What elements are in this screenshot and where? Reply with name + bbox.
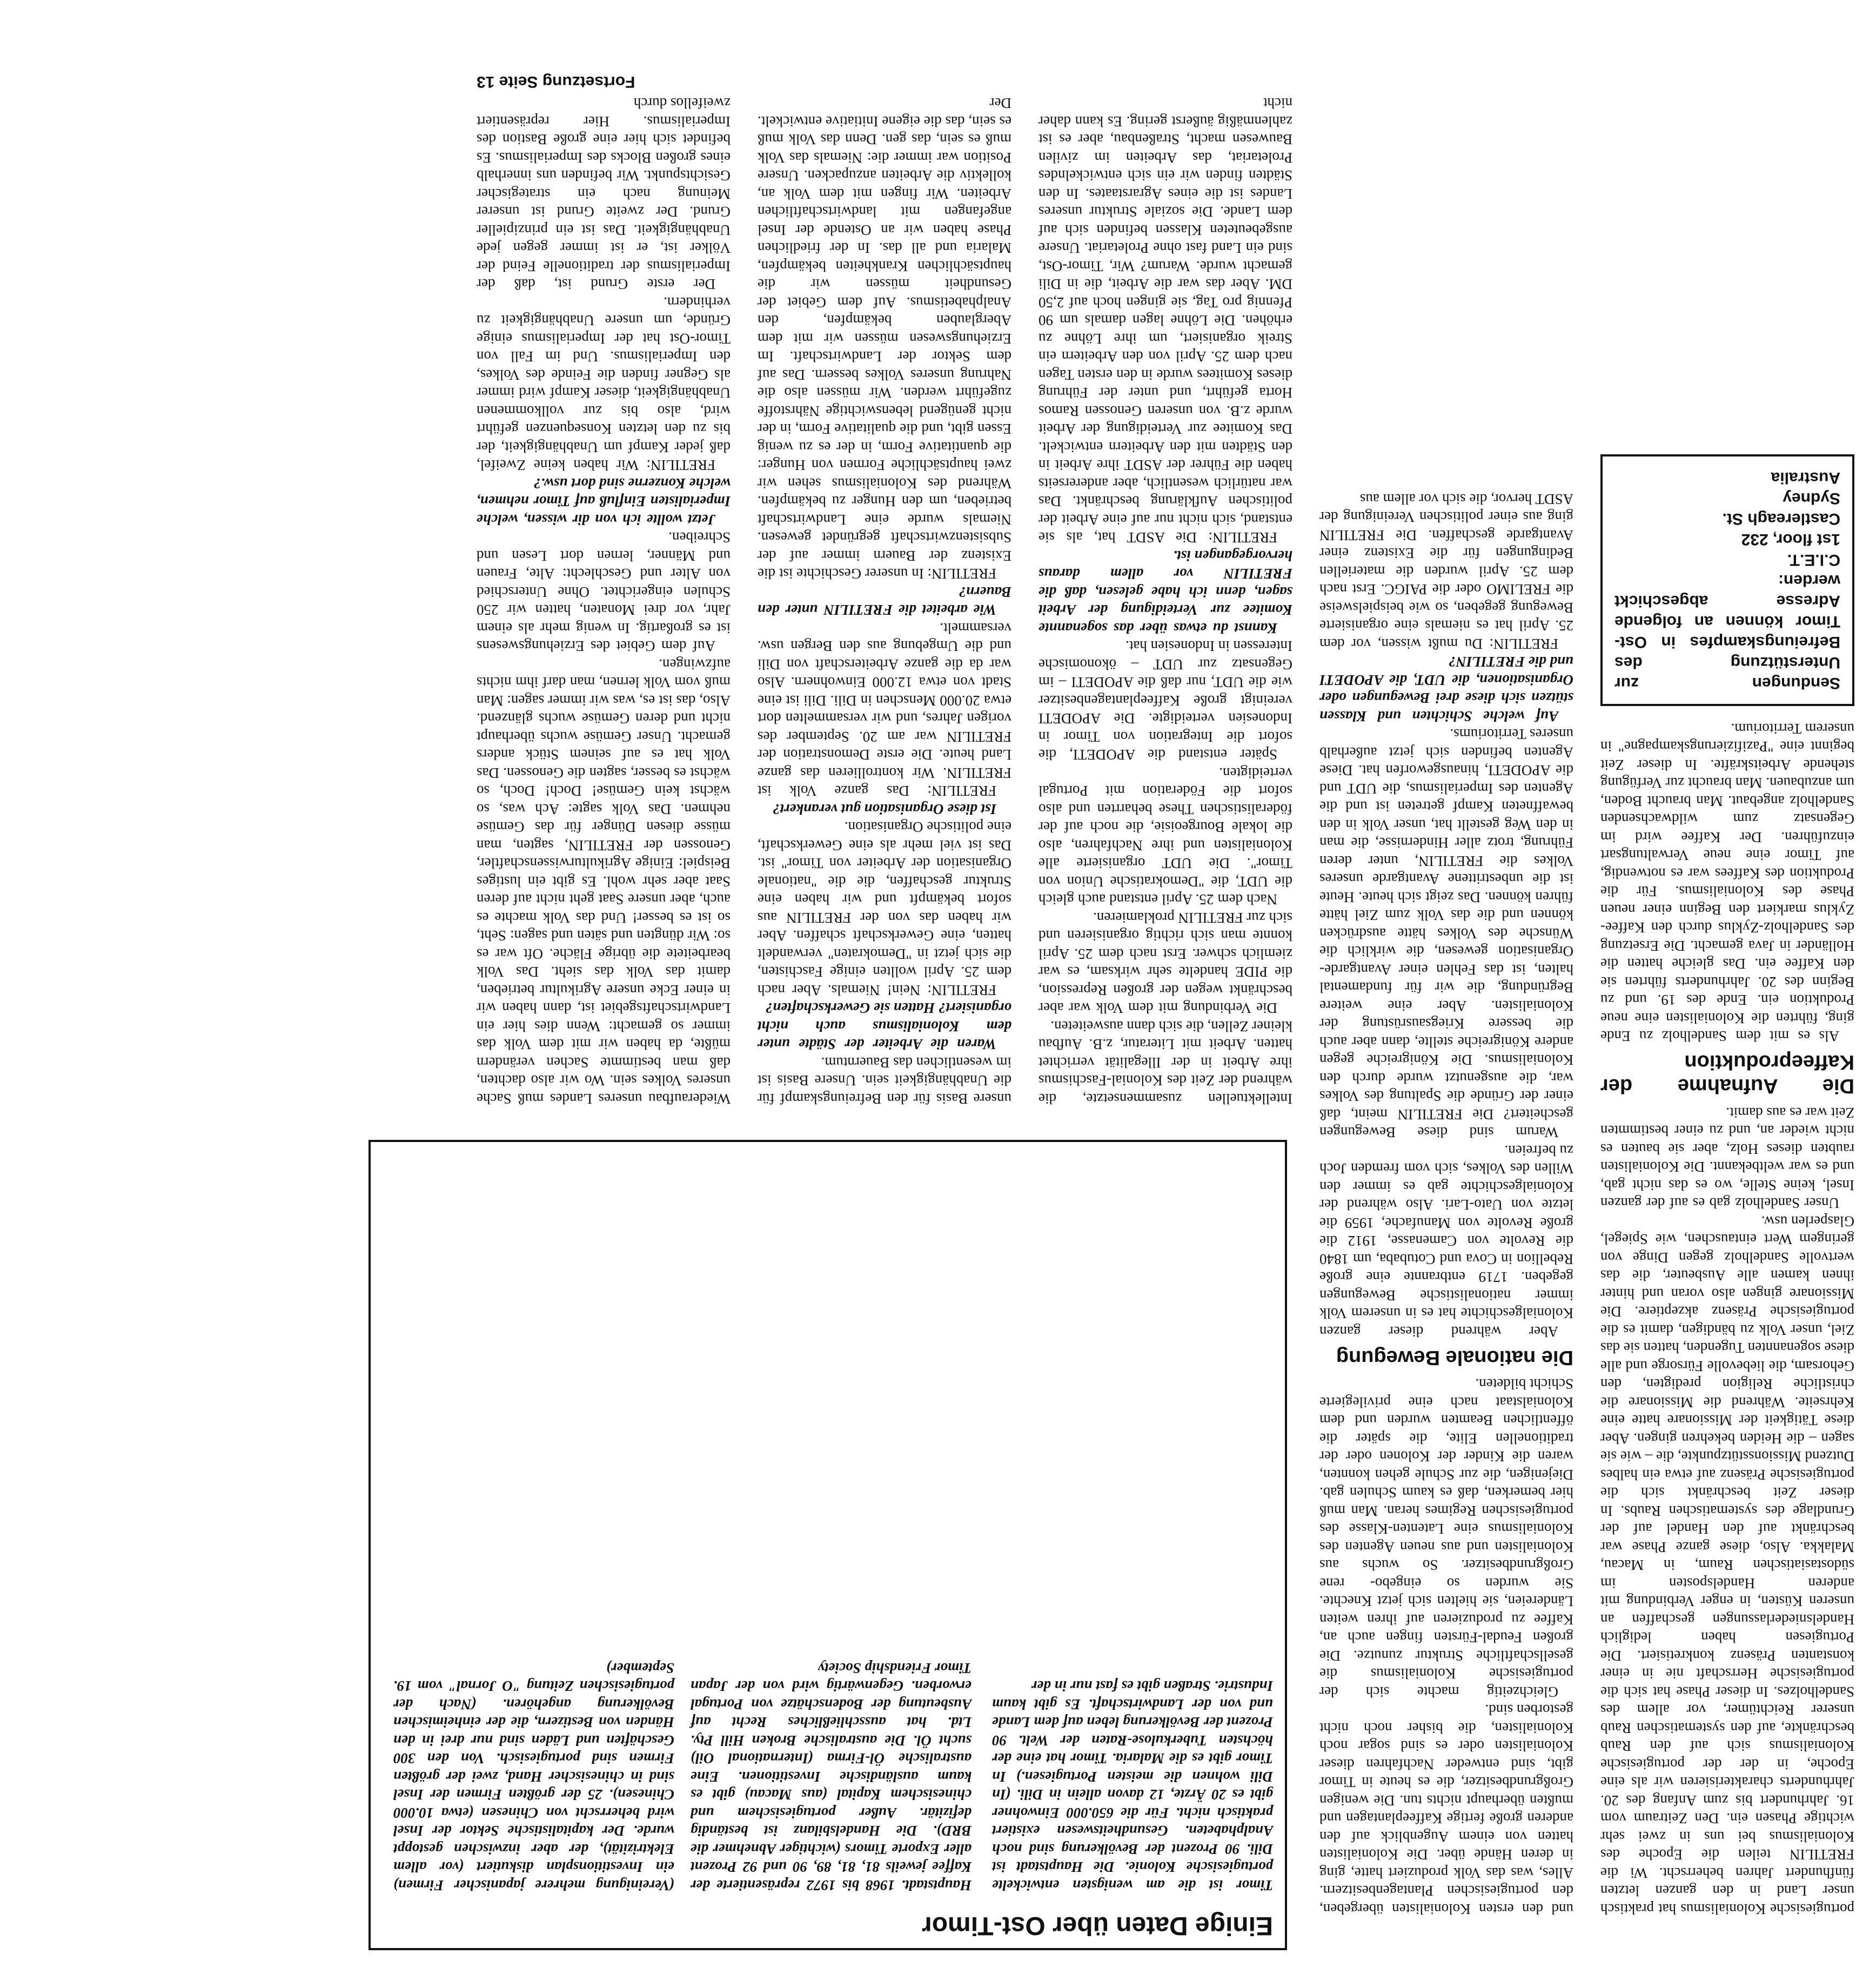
continued-note: Fortsetzung Seite 13	[477, 73, 635, 91]
timor-facts-col-3: (Vereinigung mehrere japanischer Firmen) ein Investitionsplan diskutiert (vor allem Elektrizität), der aber inzwischen gestoppt wurde. Der kapitalistische Sektor der Insel wird beherrscht von Chinesen (etwa 10.000 Chinesen). 25 der größten Firmen der Insel sind in chinesischer Hand, zwei der größten Firmen sind portugiesisch. Von den 300 Geschäften und Läden sind nur drei in den Händen von Bestizern, die der einheimischen Bevölkerung angehören. (Nach der portugiesischen Zeitung "O Jornal" vom 19. September)	[393, 1660, 674, 1893]
timor-facts-col-1: Timor ist die am wenigsten entwickelte portugiesische Kolonie. Die Hauptstadt ist Dili. 90 Prozent der Bevölkerung sind noch Analphabeten. Gesundheitswesen existiert praktisch nicht. Für die 650.000 Einwohner gibt es 20 Ärzte, 12 davon allein in Dili. (In Dili wohnen die meisten Portugiesen.) In Timor gibt es die Malaria. Timor hat eine der höchsten Tuberkulose-Raten der Welt. 90 Prozent der Bevölkerung leben auf dem Lande und von der Landwirtschaft. Es gibt kaum Industrie. Straßen gibt es fast nur in der	[992, 1678, 1273, 1893]
address-line-1: C.I.E.T.	[1787, 551, 1840, 569]
col4-para-1: unsere Basis für den Befreiungskampf für die Unabhängigkeit sein. Unsere Basis ist im wesentlichen das Bauerntum.	[758, 1055, 1011, 1107]
heading-nationale-bewegung: Die nationale Bewegung	[1336, 1346, 1573, 1369]
col4-para-4: FRETILIN: In unserer Geschichte ist die Existenz der Bauern immer auf der Subsistenzwirtschaft gegründet gewesen. Niemals wurde eine Landwirtschaft betrieben, um den Hunger zu bekämpfen. Während des Kolonialismus sehen wir zwei hauptsächliche Formen von Hunger: die quantitative Form, in der es zu wenig Essen gibt, und die qualitative Form, in der nicht genügend lebenswichtige Nährstoffe zugeführt werden. Wir müssen also die Nahrung unseres Volkes bessern. Das auf dem Sektor der Landwirtschaft. Im Erziehungswesen müssen wir mit dem Aberglauben bekämpfen, den Analphabetismus. Auf dem Gebiet der Gesundheit müssen wir die hauptsächlichen Krankheiten bekämpfen, Malaria und all das. In der friedlichen Phase haben wir an Ostende der Insel angefangen mit landwirtschaftlichen Arbeiten. Wir fingen mit dem Volk an, kollektiv die Arbeiten anzupacken. Unsere Position war immer die: Niemals das Volk muß es sein, das gen. Denn das Volk muß es sein, das die eigene Initiative entwickelt. Der	[758, 95, 1011, 582]
col3-para-2: Die Verbindung mit dem Volk war aber beschränkt wegen der großen Repression, die PIDE handelte sehr wirksam, es war ziemlich schwer. Erst nach dem 25. April konnte man sich richtig organisieren und sich zur FRETILIN proklamieren.	[1038, 910, 1292, 1017]
col3-para-4: Später entstand die APODETI, die sofort die Integration von Timor in Indonesien verteidigte. Die APODETI vereinigt große Kaffeeplantagenbesitzer wie die UDT, nur daß die APODETI – im Gegensatz zur UDT – ökonomische Interessen in Indonesien hat.	[1038, 638, 1292, 763]
col2-para-1: und den ersten Kolonialisten übergeben, den portugiesischen Plantagenbesitzern. Alles, was das Volk produziert hatte, ging in deren Hände über. Die Kolonialisten hatten von einem Augenblick auf den anderen große fertige Kaffeeplantagen und mußten überhaupt nichts tun. Die wenigen Großgrundbesitzer, die es heute in Timor gibt, sind entweder Nachfahren dieser Kolonialisten oder es sind sogar noch Kolonialisten, die bisher noch nicht gestorben sind.	[1319, 1702, 1573, 1917]
address-line-2: 1st floor, 232	[1741, 530, 1840, 549]
article-column-2	[1319, 27, 1573, 1918]
col2b-para-2: Warum sind diese Bewegungen gescheitert? Die FRETILIN meint, daß einer der Gründe die Spaltung des Volkes war, die ausgenutzt wurde durch den Kolonialismus. Die Königreiche gegen andere Königreiche stellte, dann aber auch die bessere Kriegsausrüstung der Kolonialisten. Aber eine weitere Begründung, die wir für fundamental halten, ist das Fehlen einer Avantgarde-Organisation gewesen, die wirklich die Wünsche des Volkes hätte ausdrücken können und die das Volk zum Ziel hätte führen können. Das zeigt sich heute. Heute ist die unbestrittene Avantgarde unseres Volkes die FRETILIN, unter deren Führung, trotz aller Hindernisse, die man in den Weg gestellt hat, unser Volk in den bewaffneten Kampf getreten ist und die Agenten des Imperialismus, die UDT und die APODETI, hinausgeworfen hat. Diese Agenten befinden sich jetzt außerhalb unseres Territoriums.	[1319, 726, 1573, 1141]
col4-para-3: FRETILIN: Das ganze Volk ist FRETILIN. Wir kontrollieren das ganze Land heute. Die erste Demonstration der FRETILIN war am 20. September des vorigen Jahres, und wir versammelten dort etwa 20.000 Menschen in Dili. Dili ist eine Stadt von etwa 12.000 Einwohnern. Also war da die ganze Arbeiterschaft von Dili und die Umgebung aus den Bergen usw. versammelt.	[758, 620, 1011, 800]
article-column-4	[758, 27, 1011, 1107]
article-column-1	[1600, 27, 1854, 1918]
timor-facts-title: Einige Daten über Ost-Timor	[922, 1911, 1273, 1940]
col3-para-5: FRETILIN: Die ASDT hat, als sie entstand, sich nicht nur auf eine Arbeit der politischen Aufklärung beschränkt. Das war natürlich wesentlich, aber andererseits haben die Führer der ASDT ihre Arbeit in den Städten mit den Arbeitern entwickelt. Das Komitee zur Verteidigung der Arbeit wurde z.B. von unseren Genossen Ramos Horta geführt, und unter der Führung dieses Komitees wurde in den ersten Tagen nach dem 25. April von den Arbeitern ein Streik organisiert, um ihre Löhne zu erhöhen. Die Löhne lagen damals um 90 Pfennig pro Tag, sie gingen hoch auf 2,50 DM. Aber das war die Arbeit, die in Dili gemacht wurde. Warum? Wir, Timor-Ost, sind ein Land fast ohne Proletariat. Unsere ausgebeuteten Klassen befinden sich auf dem Lande. Die soziale Struktur unseres Landes ist die eines Agrarstaates. In den Städten finden wir ein sich entwickelndes Proletariat, das Arbeiten im zivilen Bauwesen macht, Straßenbau, aber es ist zahlenmäßig äußerst gering. Es kann daher nicht	[1038, 95, 1292, 546]
col5-para-2: Auf dem Gebiet des Erziehungswesens ist es großartig. In wenig mehr als einem Jahr, vor drei Monaten, hatten wir 250 Schulen eingerichtet. Ohne Unterschied von Alter und Geschlecht: Alte, Frauen und Männer, lernen dort Lesen und Schreiben.	[477, 529, 731, 655]
col1b-para-1: Als es mit dem Sandelholz zu Ende ging, führten die Kolonialisten eine neue Produktion ein. Ende des 19. und zu Beginn des 20. Jahrhunderts führten sie den Kaffee ein. Das gleiche hatten die Holländer in Java gemacht. Die Ersetzung des Sandelholz-Zyklus durch den Kaffee-Zyklus markiert den Beginn einer neuen Phase des Kolonialismus. Für die Produktion des Kaffees war es notwendig, auf Timor eine neue Verwaltungsart einzuführen. Der Kaffee wird im Gegensatz zum wildwachsenden Sandelholz angebaut. Man braucht Boden, um anzubauen. Man braucht zur Verfügung stehende Arbeitskräfte. In dieser Zeit beginnt eine "Pazifizierungskampagne" in unserem Territorium.	[1600, 721, 1854, 1045]
address-intro: Sendungen zur Unterstützung des Befreiungskampfes in Ost-Timor können an folgende Adresse abgeschickt werden:	[1614, 572, 1840, 693]
col3-para-1: Intellektuellen zusammensetzte, die während der Zeit des Kolonial-Faschismus ihre Arbeit in der Illegalität verrichtet hatten. Arbeit mit Literatur, z.B. Aufbau kleiner Zellen, die sich dann ausweiteten.	[1038, 1018, 1292, 1107]
col5-para-4: Der erste Grund ist, daß der Imperialismus der traditionelle Feind der Völker ist, er ist immer gegen jede Unabhängigkeit. Das ist ein prinzipieller Grund. Der zweite Grund ist unserer Meinung nach ein strategischer Gesichtspunkt. Wir befinden uns innerhalb eines großen Blocks des Imperialismus. Es befindet sich hier eine große Bastion des Imperialismus. Hier repräsentiert zweifellos durch	[477, 95, 731, 293]
article-column-5	[477, 27, 731, 1107]
col2b-para-3: FRETILIN: Du mußt wissen, vor dem 25. April hat es niemals eine organisierte Bewegung gegeben, so wie beispielsweise die FRELIMO oder die PAIGC. Erst nach dem 25. April wurden die materiellen Bedingungen für die Existenz einer Avantgarde geschaffen. Die FRETILIN ging aus einer politischen Vereinigung der ASDT hervor, die sich vor allem aus	[1319, 491, 1573, 652]
col5-question: Jetzt wollte ich von dir wissen, welche Imperialisten Einfluß auf Timor nehmen, welche Konzerne sind dort usw.?	[477, 475, 731, 528]
col4-question-2: Ist diese Organisation gut verankert?	[772, 801, 996, 817]
address-line-3: Castlereagh St.	[1722, 510, 1840, 528]
col3-para-3: Nach dem 25. April entstand auch gleich die UDT, die "Demokratische Union von Timor". Die UDT organisierte alle Kolonialisten und ihre Nachfahren, also die lokale Bourgeoisie, die noch auf der föderalistischen These beharrten und also sofort die Föderation mit Portugal verteidigten.	[1038, 765, 1292, 908]
timor-facts-box	[368, 1140, 1287, 1950]
article-column-3	[1038, 27, 1292, 1107]
col4-question-3: Wie arbeitet die FRETILIN unter den Bauern?	[758, 584, 1011, 619]
col2-para-2: Gleichzeitig machte sich der portugiesische Kolonialismus die gesellschaftliche Struktur zunutze. Die großen Feudal-Fürsten fingen auch an, Kaffee zu produzieren auf ihren weiten Ländereien, sie hielten sich jetzt Knechte. Sie wurden so eingebo- rene Großgrundbesitzer. So wuchs aus Kolonialisten und aus neuen Agenten des Kolonialismus eine Latenten-Klasse des portugiesischen Regimes heran. Man muß hier bemerken, daß es kaum Schulen gab. Diejenigen, die zur Schule gehen konnten, waren die Kinder der Kolonen oder der traditionellen Elite, die später die öffentlichen Beamten wurden und dem Kolonialstaat nach eine privilegierte Schicht bildeten.	[1319, 1376, 1573, 1700]
timor-facts-col-2: Hauptstadt. 1968 bis 1972 repräsentierte der Kaffee jeweils 81, 81, 89, 90 und 92 Prozent aller Exporte Timors (wichtiger Abnehmer die BRD). Die Handelsbilanz ist beständig defizitär. Außer portugiesischem und chinesischem Kapital (aus Macau) gibt es kaum ausländische Investitionen. Eine australische Öl-Firma (International Oil) sucht Öl. Die australische Broken Hill Pty. Ltd. hat ausschließliches Recht auf Ausbeutung der Bodenschätze von Portugal erworben. Gegenwärtig wird von der Japan Timor Friendship Society	[691, 1660, 971, 1893]
col3-question: Kannst du etwas über das sogenannte Komitee zur Verteidigung der Arbeit sagen, denn ich habe gelesen, daß die FRETILIN vor allem daraus hervorgegangen ist.	[1038, 548, 1292, 636]
col1-para-1: portugiesische Kolonialismus hat praktisch unser Land in den ganzen letzten fünfhundert Jahren beherrscht. Wi die FRETILIN teilen die Epoche des Kolonialismus bei uns in zwei sehr wichtige Phasen ein. Den Zeitraum vom 16. Jahrhundert bis zum Anfang des 20. Jahrhunderts charakterisieren wir als eine Epoche, in der der portugiesische Kolonialismus sich auf den Raub beschränkte, auf den systematischen Raub unserer Reichtümer, vor allem des Sandelholzes. In dieser Phase hat sich die portugiesische Herrschaft nie in einer konstanten Präsenz konkretisiert. Die Portugiesen haben lediglich Handelsniederlassungen geschaffen an unseren Küsten, in enger Verbindung mit anderen Handelsposten im südostasiatischen Raum, in Macau, Malakka. Also, diese ganze Phase war beschränkt auf den Handel auf der Grundlage des systematischen Raubs. In dieser Zeit beschränkt sich die portugiesische Präsenz auf etwa ein halbes Dutzend Missionsstützpunkte, die – wie sie sagen – die Heiden bekehren gingen. Aber diese Tätigkeit der Missionare hatte eine Kehrseite. Während die Missionare die christliche Religion predigten, den Gehorsam, die liebevolle Fürsorge und alle diese sogenannten Tugenden, hatten sie das Ziel, unser Volk zu bändigen, damit es die portugiesische Präsenz akzeptiere. Die Missionare gingen also voran und hinter ihnen kamen alle Ausbeuter, die das wertvolle Sandelholz gegen Dinge von geringem Wert eintauschen, wie Spiegel, Glasperlen usw.	[1600, 1213, 1854, 1917]
col5-para-1: Wiederaufbau unseres Landes muß Sache unseres Volkes sein. Wo wir also dachten, daß man bestimmte Sachen verändern müßte, da haben wir mit dem Volk das immer so gemacht: Wenn dies hier ein Landwirtschaftsgebiet ist, dann haben wir in einer Ecke unsere Agrikultur betrieben, damit das Volk das sieht. Das Volk bearbeitete die übrige Fläche. Oft war es so: Wir düngten und säten und sagen: Seht, so ist es besser! Und das Volk machte es auch, aber unsere Saat geht nicht auf deren Saat aber sehr wohl. Es gibt ein lustiges Beispiel: Einige Agrikulturwissenschaftler, Genossen der FRETILIN, sagten, man müsse diesen Dünger für das Gemüse nehmen. Das Volk sagte: Ach was, so wächst kein Gemüse! Doch! Doch, so wächst es besser, sagten die Genossen. Das Volk hat es auf seinem Stück anders gemacht. Unser Gemüse wuchs überhaupt nicht und deren Gemüse wuchs glänzend. Also, das ist es, was wir immer sagen: Man muß vom Volk lernen, man darf ihm nichts aufzwingen.	[477, 656, 731, 1107]
address-line-5: Australia	[1771, 469, 1840, 487]
col4-para-2: FRETILIN: Nein! Niemals. Aber nach dem 25. April wollten einige Faschisten, die sich jetzt in "Demokraten" verwandelt hatten, eine Gewerkschaft schaffen. Aber wir haben das von der FRETILIN aus sofort bekämpft und wir haben eine Struktur geschaffen, die die "nationale Organisation der Arbeiter von Timor" ist. Das ist viel mehr als eine Gewerkschaft, eine politische Organisation.	[758, 819, 1011, 998]
address-box	[1600, 455, 1854, 707]
address-line-4: Sydney	[1783, 489, 1840, 508]
heading-kaffeeproduktion: Die Aufnahme der Kaffeeproduktion	[1600, 1051, 1854, 1098]
col5-para-3: FRETILIN: Wir haben keine Zweifel, daß jeder Kampf um Unabhängigkeit, der bis zu den letzten Konsequenzen geführt wird, also bis zur vollkommenen Unabhängigkeit, dieser Kampf wird immer als Gegner finden die Feinde des Volkes, den Imperialismus. Und im Fall von Timor-Ost hat der Imperialismus einige Gründe, um unsere Unabhängigkeit zu verhindern.	[477, 294, 731, 474]
col1-para-2: Unser Sandelholz gab es auf der ganzen Insel, keine Stelle, wo es das nicht gab, und es war weltbekannt. Die Kolonialisten raubten dieses Holz, aber sie bauten es nicht wieder an, und zu einer bestimmten Zeit war es aus damit.	[1600, 1105, 1854, 1212]
col2b-para-1: Aber während dieser ganzen Kolonialgeschichte hat es in unserem Volk immer nationalistische Bewegungen gegeben. 1719 entbrannte eine große Rebellion in Cova und Cotubaba, um 1840 die Revolte von Camenasse, 1912 die große Revolte von Manufache, 1959 die letzte von Uato-Lari. Also während der Kolonialgeschichte gab es immer den Willen des Volkes, sich vom fremden Joch zu befreien.	[1319, 1143, 1573, 1340]
col2b-question: Auf welche Schichten und Klassen stützen sich diese drei Bewegungen oder Organisationen, die UDT, die APODETI und die FRETILIN?	[1319, 654, 1573, 724]
col4-question-1: Waren die Arbeiter der Städte unter dem Kolonialismus auch nicht organisiert? Hatten sie Gewerkschaften?	[758, 1000, 1011, 1053]
